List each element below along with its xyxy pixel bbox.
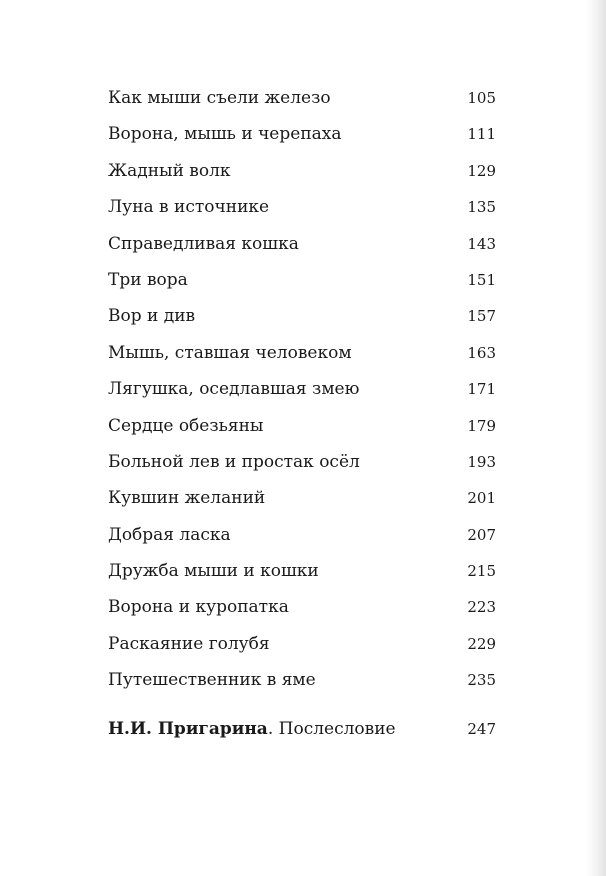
toc-entry bbox=[108, 192, 496, 228]
afterword-title: Послесловие bbox=[273, 719, 396, 739]
toc-entry-title: Ворона и куропатка bbox=[108, 597, 289, 618]
toc-entry-page: 215 bbox=[467, 562, 496, 581]
toc-entry-page: 105 bbox=[467, 89, 496, 107]
toc-entry-page: 157 bbox=[467, 307, 496, 326]
adjacent-page-shadow bbox=[586, 0, 606, 876]
toc-entry-page: 179 bbox=[467, 416, 496, 435]
toc-entry-page: 229 bbox=[467, 634, 496, 653]
toc-entry-title: Кувшин желаний bbox=[108, 488, 266, 509]
toc-entry-title: Жадный волк bbox=[108, 160, 231, 181]
toc-entry-title: Лягушка, оседлавшая змею bbox=[108, 379, 360, 400]
toc-entry bbox=[108, 301, 496, 337]
toc-entry-title: Добрая ласка bbox=[108, 524, 231, 545]
toc-entry-page: 111 bbox=[467, 125, 496, 144]
toc-entry bbox=[108, 83, 496, 119]
toc-entry bbox=[108, 411, 496, 447]
toc-entry-title: Больной лев и простак осёл bbox=[108, 451, 360, 472]
table-of-contents bbox=[108, 83, 496, 702]
toc-entry-page: 135 bbox=[467, 198, 496, 217]
toc-entry-title: Мышь, ставшая человеком bbox=[108, 342, 352, 363]
toc-entry-title: Луна в источнике bbox=[108, 197, 270, 218]
afterword-title-group bbox=[108, 714, 396, 744]
toc-entry bbox=[108, 665, 496, 701]
toc-entry-title: Раскаяние голубя bbox=[108, 633, 270, 654]
toc-entry-page: 193 bbox=[467, 452, 496, 471]
toc-entry-title: Как мыши съели железо bbox=[108, 88, 331, 108]
toc-entry-page: 235 bbox=[467, 671, 496, 690]
toc-entry-title: Сердце обезьяны bbox=[108, 415, 264, 436]
toc-entry bbox=[108, 156, 496, 192]
toc-entry bbox=[108, 556, 496, 592]
toc-entry-title: Справедливая кошка bbox=[108, 233, 299, 254]
toc-entry-page: 151 bbox=[467, 270, 496, 289]
toc-entry-title: Дружба мыши и кошки bbox=[108, 561, 319, 582]
toc-entry-title: Вор и див bbox=[108, 306, 196, 327]
toc-entry-page: 201 bbox=[467, 489, 496, 508]
toc-entry-page: 171 bbox=[467, 380, 496, 399]
toc-entry bbox=[108, 338, 496, 374]
toc-entry bbox=[108, 265, 496, 301]
toc-entry-page: 143 bbox=[467, 234, 496, 253]
toc-entry bbox=[108, 119, 496, 155]
toc-entry bbox=[108, 483, 496, 519]
toc-entry bbox=[108, 447, 496, 483]
toc-entry-title: Три вора bbox=[108, 269, 188, 290]
toc-afterword-entry bbox=[108, 714, 496, 744]
toc-entry bbox=[108, 374, 496, 410]
toc-entry bbox=[108, 520, 496, 556]
toc-entry-page: 129 bbox=[467, 161, 496, 180]
toc-entry-title: Ворона, мышь и черепаха bbox=[108, 124, 342, 145]
toc-entry bbox=[108, 629, 496, 665]
toc-entry-title: Путешественник в яме bbox=[108, 670, 316, 691]
afterword-page: 247 bbox=[467, 720, 496, 738]
toc-entry-page: 163 bbox=[467, 343, 496, 362]
afterword-author: Н.И. Пригарина bbox=[108, 719, 268, 739]
toc-entry-page: 207 bbox=[467, 525, 496, 544]
afterword-separator: . bbox=[267, 719, 274, 739]
toc-entry bbox=[108, 229, 496, 265]
toc-entry bbox=[108, 592, 496, 628]
toc-entry-page: 223 bbox=[467, 598, 496, 617]
